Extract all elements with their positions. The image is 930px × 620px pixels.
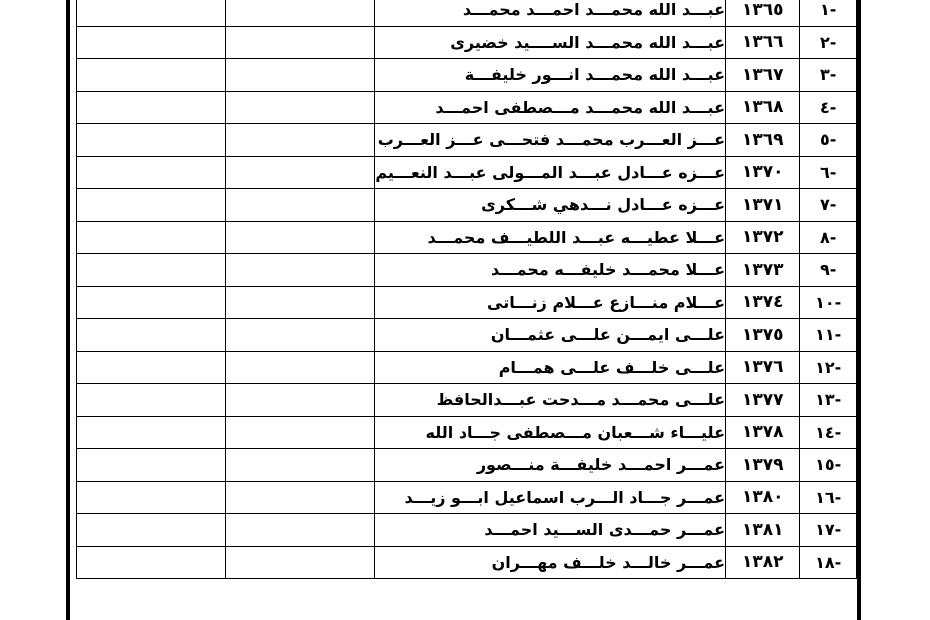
notes-cell (77, 0, 226, 26)
row-index-cell: -١ (800, 0, 857, 26)
notes-cell (77, 59, 226, 92)
notes-cell (77, 416, 226, 449)
student-name-cell: عمـــر حمـــدى الســـيد احمـــد (375, 514, 726, 547)
signature-cell (225, 221, 375, 254)
notes-cell (77, 221, 226, 254)
signature-cell (225, 319, 375, 352)
student-code-cell: ١٣٧٤ (726, 286, 800, 319)
notes-cell (77, 26, 226, 59)
row-index-cell: -٢ (800, 26, 857, 59)
signature-cell (225, 546, 375, 579)
student-name-cell: عمـــر احمـــد خليفـــة منـــصور (375, 449, 726, 482)
signature-cell (225, 124, 375, 157)
student-name-cell: عبـــد الله محمـــد احمـــد محمـــد (375, 0, 726, 26)
student-code-cell: ١٣٧٠ (726, 156, 800, 189)
student-code-cell: ١٣٧٧ (726, 384, 800, 417)
notes-cell (77, 449, 226, 482)
table-row (77, 514, 857, 547)
signature-cell (225, 189, 375, 222)
table-row (77, 156, 857, 189)
row-index-cell: -٩ (800, 254, 857, 287)
table-row (77, 351, 857, 384)
row-index-cell: -١١ (800, 319, 857, 352)
signature-cell (225, 156, 375, 189)
signature-cell (225, 0, 375, 26)
student-code-cell: ١٣٦٨ (726, 91, 800, 124)
table-row (77, 546, 857, 579)
notes-cell (77, 189, 226, 222)
signature-cell (225, 91, 375, 124)
notes-cell (77, 156, 226, 189)
student-name-cell: عـــزه عـــادل نـــدهي شـــكرى (375, 189, 726, 222)
table-row (77, 384, 857, 417)
table-row (77, 286, 857, 319)
student-name-cell: عمـــر خالـــد خلـــف مهـــران (375, 546, 726, 579)
table-row (77, 481, 857, 514)
student-name-cell: عـــزه عـــادل عبـــد المـــولى عبـــد النعـــيم (375, 156, 726, 189)
student-name-cell: علـــى محمـــد مـــدحت عبـــدالحافظ (375, 384, 726, 417)
table-row (77, 124, 857, 157)
notes-cell (77, 384, 226, 417)
student-code-cell: ١٣٧٢ (726, 221, 800, 254)
table-row (77, 59, 857, 92)
signature-cell (225, 449, 375, 482)
notes-cell (77, 514, 226, 547)
row-index-cell: -٤ (800, 91, 857, 124)
row-index-cell: -٥ (800, 124, 857, 157)
student-name-cell: علـــى خلـــف علـــى همـــام (375, 351, 726, 384)
student-code-cell: ١٣٧٦ (726, 351, 800, 384)
notes-cell (77, 254, 226, 287)
student-name-cell: عبـــد الله محمـــد مـــصطفى احمـــد (375, 91, 726, 124)
signature-cell (225, 514, 375, 547)
row-index-cell: -٨ (800, 221, 857, 254)
student-code-cell: ١٣٧٣ (726, 254, 800, 287)
row-index-cell: -١٥ (800, 449, 857, 482)
document-sheet (66, 0, 861, 620)
student-name-cell: عبـــد الله محمـــد الســــيد خضيرى (375, 26, 726, 59)
student-name-cell: علـــى ايمـــن علـــى عثمـــان (375, 319, 726, 352)
row-index-cell: -١٣ (800, 384, 857, 417)
student-code-cell: ١٣٦٦ (726, 26, 800, 59)
roster-body (77, 0, 857, 579)
notes-cell (77, 481, 226, 514)
table-row (77, 319, 857, 352)
table-row (77, 91, 857, 124)
student-name-cell: عبـــد الله محمـــد انـــور خليفـــة (375, 59, 726, 92)
notes-cell (77, 124, 226, 157)
notes-cell (77, 91, 226, 124)
student-code-cell: ١٣٦٧ (726, 59, 800, 92)
signature-cell (225, 351, 375, 384)
signature-cell (225, 254, 375, 287)
table-row (77, 416, 857, 449)
row-index-cell: -١٨ (800, 546, 857, 579)
signature-cell (225, 59, 375, 92)
table-row (77, 254, 857, 287)
student-roster-table (76, 0, 857, 579)
student-name-cell: عـــلا محمـــد خليفـــه محمـــد (375, 254, 726, 287)
signature-cell (225, 286, 375, 319)
notes-cell (77, 286, 226, 319)
student-code-cell: ١٣٨١ (726, 514, 800, 547)
row-index-cell: -١٢ (800, 351, 857, 384)
student-name-cell: عـــلام منـــازع عـــلام زنـــاتى (375, 286, 726, 319)
student-name-cell: عـــلا عطيـــه عبـــد اللطيـــف محمـــد (375, 221, 726, 254)
student-name-cell: عليـــاء شـــعبان مـــصطفى جـــاد الله (375, 416, 726, 449)
row-index-cell: -١٦ (800, 481, 857, 514)
row-index-cell: -١٠ (800, 286, 857, 319)
student-code-cell: ١٣٨٠ (726, 481, 800, 514)
row-index-cell: -١٧ (800, 514, 857, 547)
row-index-cell: -٣ (800, 59, 857, 92)
signature-cell (225, 481, 375, 514)
notes-cell (77, 319, 226, 352)
table-row (77, 221, 857, 254)
table-row (77, 449, 857, 482)
row-index-cell: -٧ (800, 189, 857, 222)
student-code-cell: ١٣٧١ (726, 189, 800, 222)
student-code-cell: ١٣٨٢ (726, 546, 800, 579)
row-index-cell: -٦ (800, 156, 857, 189)
notes-cell (77, 351, 226, 384)
student-code-cell: ١٣٦٩ (726, 124, 800, 157)
table-row (77, 0, 857, 26)
signature-cell (225, 26, 375, 59)
row-index-cell: -١٤ (800, 416, 857, 449)
notes-cell (77, 546, 226, 579)
student-code-cell: ١٣٧٨ (726, 416, 800, 449)
student-name-cell: عـــز العـــرب محمـــد فتحـــى عـــز العـــرب (375, 124, 726, 157)
student-name-cell: عمـــر جـــاد الـــرب اسماعيل ابـــو زيـــد (375, 481, 726, 514)
student-code-cell: ١٣٦٥ (726, 0, 800, 26)
signature-cell (225, 384, 375, 417)
table-row (77, 26, 857, 59)
student-code-cell: ١٣٧٩ (726, 449, 800, 482)
student-code-cell: ١٣٧٥ (726, 319, 800, 352)
table-row (77, 189, 857, 222)
signature-cell (225, 416, 375, 449)
